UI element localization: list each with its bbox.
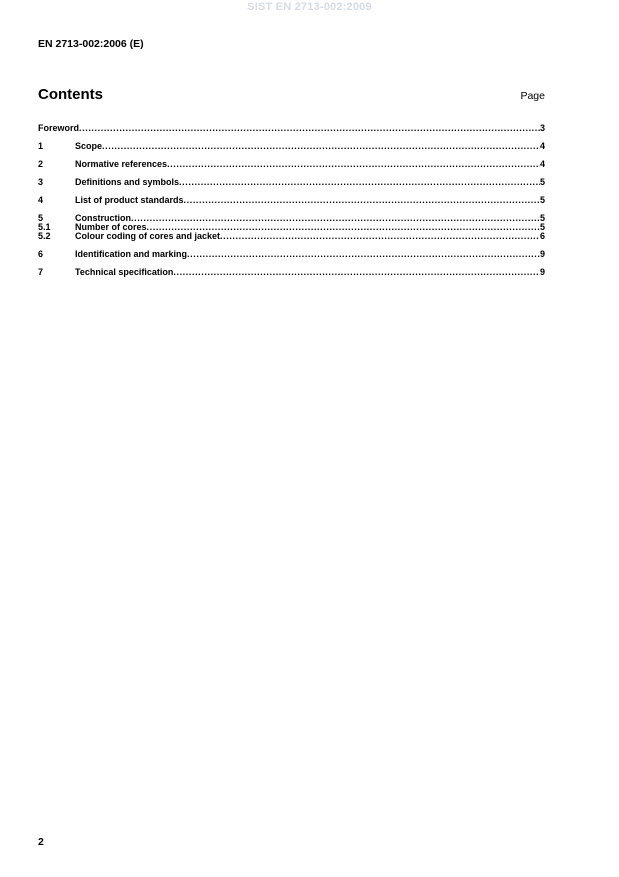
toc-entry-page: 5 xyxy=(539,222,545,232)
table-of-contents xyxy=(38,124,545,277)
toc-entry-page: 9 xyxy=(539,249,545,259)
toc-leader-dots xyxy=(179,178,540,187)
toc-entry-page: 3 xyxy=(539,123,545,133)
watermark: SIST EN 2713-002:2009 xyxy=(247,1,372,13)
toc-leader-dots xyxy=(220,232,540,241)
toc-entry-number: 6 xyxy=(38,249,44,259)
toc-entry-title: List of product standards xyxy=(75,195,184,205)
toc-entry-colour-coding[interactable] xyxy=(38,232,545,241)
toc-entry-number: 1 xyxy=(38,141,44,151)
toc-entry-title: Colour coding of cores and jacket xyxy=(75,231,221,241)
toc-entry-list-of-product-standards[interactable] xyxy=(38,196,545,205)
toc-entry-scope[interactable] xyxy=(38,142,545,151)
toc-entry-number: 7 xyxy=(38,267,44,277)
toc-entry-number: 5 xyxy=(38,213,44,223)
toc-entry-normative-references[interactable] xyxy=(38,160,545,169)
toc-entry-title: Identification and marking xyxy=(75,249,188,259)
toc-leader-dots xyxy=(131,214,540,223)
toc-entry-title: Number of cores xyxy=(75,222,147,232)
toc-entry-title: Construction xyxy=(75,213,131,223)
toc-entry-technical-specification[interactable] xyxy=(38,268,545,277)
toc-entry-number: 4 xyxy=(38,195,44,205)
page-number: 2 xyxy=(38,836,44,848)
toc-entry-number: 5.2 xyxy=(38,231,51,241)
toc-entry-title: Normative references xyxy=(75,159,168,169)
toc-entry-page: 4 xyxy=(539,141,545,151)
toc-entry-definitions-and-symbols[interactable] xyxy=(38,178,545,187)
toc-entry-title: Definitions and symbols xyxy=(75,177,180,187)
toc-entry-page: 5 xyxy=(539,195,545,205)
toc-entry-foreword[interactable] xyxy=(38,124,545,133)
toc-entry-title: Foreword xyxy=(38,123,80,133)
toc-entry-identification-and-marking[interactable] xyxy=(38,250,545,259)
document-id: EN 2713-002:2006 (E) xyxy=(38,38,144,50)
contents-heading: Contents xyxy=(38,86,103,103)
page-column-heading: Page xyxy=(520,90,545,102)
toc-leader-dots xyxy=(167,160,540,169)
toc-leader-dots xyxy=(102,142,540,151)
toc-leader-dots xyxy=(79,124,540,133)
toc-entry-number: 5.1 xyxy=(38,222,51,232)
toc-leader-dots xyxy=(187,250,540,259)
toc-leader-dots xyxy=(173,268,540,277)
toc-entry-page: 4 xyxy=(539,159,545,169)
toc-entry-title: Scope xyxy=(75,141,103,151)
toc-entry-page: 5 xyxy=(539,177,545,187)
toc-entry-page: 9 xyxy=(539,267,545,277)
toc-entry-number: 2 xyxy=(38,159,44,169)
toc-leader-dots xyxy=(184,196,540,205)
toc-entry-page: 6 xyxy=(539,231,545,241)
toc-entry-number: 3 xyxy=(38,177,44,187)
toc-entry-title: Technical specification xyxy=(75,267,174,277)
toc-entry-page: 5 xyxy=(539,213,545,223)
